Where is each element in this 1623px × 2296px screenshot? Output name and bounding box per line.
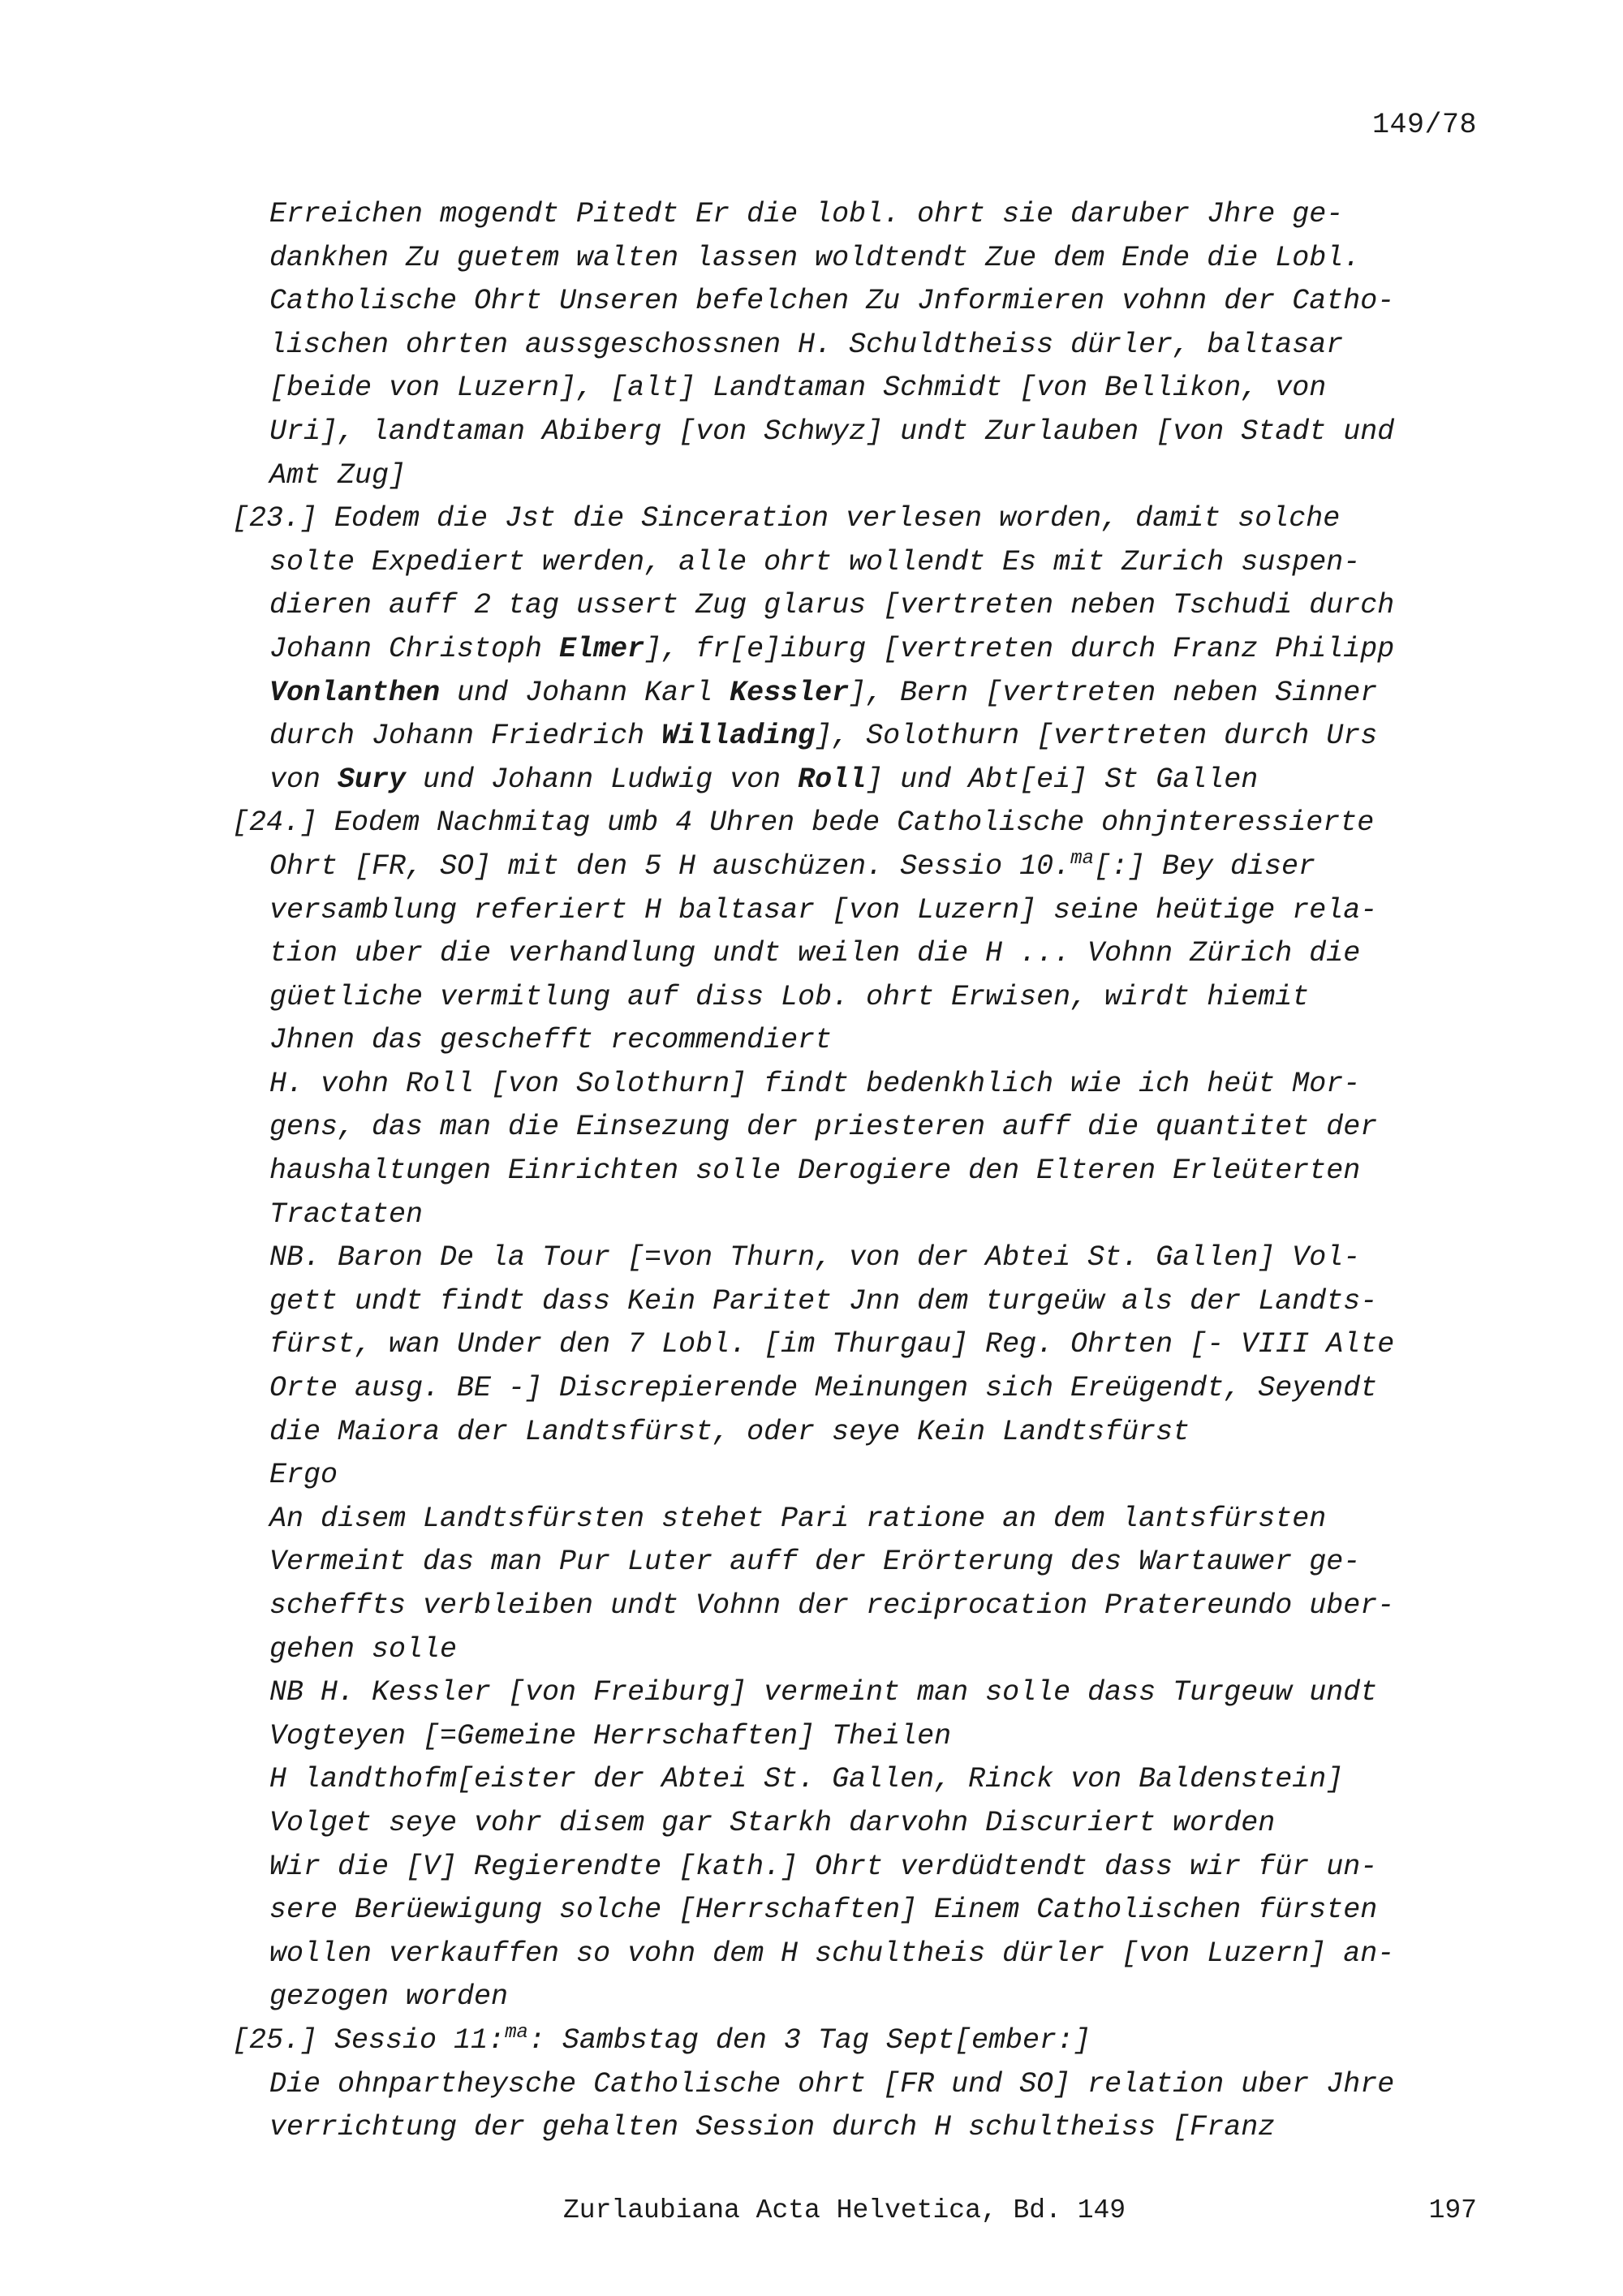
text-line [232,1889,1498,1933]
text-segment: Erreichen mogendt Pitedt Er die lobl. ohrt sie daruber Jhre ge- [269,198,1344,230]
text-line [232,237,1498,281]
text-segment: gezogen worden [269,1980,509,2014]
text-line [232,1715,1498,1759]
text-segment: die Maiora der Landtsfürst, oder seye Kein Landtsfürst [269,1415,1190,1448]
text-segment: und Johann Karl [440,676,730,709]
footer-title: Zurlaubiana Acta Helvetica, Bd. 149 [563,2195,1126,2225]
text-line [232,1846,1498,1890]
text-segment: Die ohnpartheysche Catholische ohrt [FR und SO] relation uber Jhre [269,2067,1395,2100]
text-segment: [:] Bey diser [1093,849,1316,883]
text-line [232,1802,1498,1846]
text-line [232,411,1498,454]
text-segment: H landthofm[eister der Abtei St. Gallen, Rinck von Baldenstein] [269,1763,1344,1796]
text-segment: Catholische Ohrt Unseren befelchen Zu Jnformieren vohnn der Catho- [269,285,1395,318]
text-line [232,1280,1498,1324]
bold-name: Roll [798,763,867,796]
text-segment: ], fr[e]iburg [vertreten durch Franz Philipp [644,632,1395,665]
text-segment: dankhen Zu guetem walten lassen woldtendt Zue dem Ende die Lobl. [269,241,1361,274]
text-line [232,802,1498,845]
text-line [232,1671,1498,1715]
text-line [232,2106,1498,2150]
text-segment: sere Berüewigung solche [Herrschaften] Einem Catholischen fürsten [269,1894,1378,1927]
text-segment: [25.] Sessio 11: [232,2023,506,2057]
text-segment: ], Bern [vertreten neben Sinner [849,676,1378,709]
text-segment: von [269,763,338,796]
text-segment: Amt Zug] [269,458,407,492]
text-segment: Jhnen das geschefft recommendiert [269,1024,833,1057]
superscript: ma [1070,847,1094,870]
text-line [232,1411,1498,1455]
text-segment: güetliche vermitlung auf diss Lob. ohrt Erwisen, wirdt hiemit [269,980,1310,1013]
text-segment: ] und Abt[ei] St Gallen [866,763,1259,796]
text-line [232,889,1498,933]
text-segment: : Sambstag den 3 Tag Sept[ember:] [527,2023,1091,2057]
bold-name: Vonlanthen [269,676,441,709]
text-line [232,541,1498,585]
text-line [232,1106,1498,1150]
text-line [232,2019,1498,2063]
text-line [232,1193,1498,1237]
text-segment: Wir die [V] Regierendte [kath.] Ohrt verdüdtendt dass wir für un- [269,1850,1378,1883]
text-line [232,759,1498,802]
text-line [232,672,1498,716]
text-segment: wollen verkauffen so vohn dem H schultheis dürler [von Luzern] an- [269,1937,1395,1970]
text-segment: Vogteyen [=Gemeine Herrschaften] Theilen [269,1719,952,1752]
text-segment: [24.] Eodem Nachmitag umb 4 Uhren bede Catholische ohnjnteressierte [232,806,1375,840]
bold-name: Sury [338,763,407,796]
text-line [232,367,1498,411]
text-segment: Tractaten [269,1197,424,1231]
text-line [232,1628,1498,1672]
text-segment: Johann Christoph [269,632,560,665]
text-segment: verrichtung der gehalten Session durch H schultheiss [Franz [269,2111,1276,2144]
text-line [232,1976,1498,2019]
text-line [232,324,1498,368]
text-line [232,1933,1498,1976]
text-line [232,193,1498,237]
text-segment: versamblung referiert H baltasar [von Luzern] seine heütige rela- [269,893,1378,927]
text-line [232,1541,1498,1584]
text-segment: NB H. Kessler [von Freiburg] vermeint man solle dass Turgeuw undt [269,1676,1378,1709]
text-segment: scheffts verbleiben undt Vohnn der reciprocation Pratereundo uber- [269,1589,1395,1622]
text-segment: Ohrt [FR, SO] mit den 5 H auschüzen. Sessio 10. [269,849,1071,883]
text-segment: gens, das man die Einsezung der priesteren auff die quantitet der [269,1111,1378,1144]
text-segment: tion uber die verhandlung undt weilen die H ... Vohnn Zürich die [269,937,1361,970]
text-segment: Uri], landtaman Abiberg [von Schwyz] undt Zurlauben [von Stadt und [269,415,1395,448]
text-segment: gett undt findt dass Kein Paritet Jnn dem turgeüw als der Landts- [269,1284,1378,1318]
text-segment: und Johann Ludwig von [406,763,799,796]
text-segment: Volget seye vohr disem gar Starkh darvohn Discuriert worden [269,1806,1276,1839]
text-line [232,1367,1498,1411]
page-number: 149/78 [1371,109,1477,141]
text-line [232,2063,1498,2107]
text-line [232,715,1498,759]
text-segment: solte Expediert werden, alle ohrt wollendt Es mit Zurich suspen- [269,545,1361,578]
text-line [232,1584,1498,1628]
text-segment: An disem Landtsfürsten stehet Pari ratione an dem lantsfürsten [269,1502,1327,1535]
text-line [232,497,1498,541]
body-text [232,193,1498,2150]
text-segment: durch Johann Friedrich [269,720,662,753]
text-line [232,584,1498,628]
text-line [232,1454,1498,1498]
text-line [232,1498,1498,1541]
text-segment: Orte ausg. BE -] Discrepierende Meinungen sich Ereügendt, Seyendt [269,1372,1378,1405]
text-line [232,976,1498,1020]
text-line [232,845,1498,889]
text-segment: Ergo [269,1459,338,1492]
text-segment: NB. Baron De la Tour [=von Thurn, von der Abtei St. Gallen] Vol- [269,1241,1361,1275]
text-line [232,1019,1498,1063]
text-segment: [beide von Luzern], [alt] Landtaman Schmidt [von Bellikon, von [269,372,1327,405]
text-line [232,628,1498,672]
text-segment: Vermeint das man Pur Luter auff der Erörterung des Wartauwer ge- [269,1546,1361,1579]
footer-page-number: 197 [1428,2195,1477,2225]
text-segment: H. vohn Roll [von Solothurn] findt bedenkhlich wie ich heüt Mor- [269,1067,1361,1100]
superscript: ma [505,2021,528,2044]
text-line [232,932,1498,976]
text-line [232,1063,1498,1107]
text-segment: [23.] Eodem die Jst die Sinceration verlesen worden, damit solche [232,502,1341,535]
text-line [232,1758,1498,1802]
text-segment: fürst, wan Under den 7 Lobl. [im Thurgau] Reg. Ohrten [- VIII Alte [269,1328,1395,1361]
text-segment: gehen solle [269,1632,458,1666]
text-segment: ], Solothurn [vertreten durch Urs [815,720,1378,753]
text-line [232,454,1498,498]
text-line [232,1236,1498,1280]
bold-name: Kessler [730,676,850,709]
text-line [232,1323,1498,1367]
text-line [232,280,1498,324]
bold-name: Willading [661,720,816,753]
text-segment: dieren auff 2 tag ussert Zug glarus [vertreten neben Tschudi durch [269,589,1395,622]
text-segment: lischen ohrten aussgeschossnen H. Schuldtheiss dürler, baltasar [269,328,1344,361]
text-segment: haushaltungen Einrichten solle Derogiere den Elteren Erleüterten [269,1154,1361,1188]
bold-name: Elmer [559,632,645,665]
text-line [232,1150,1498,1193]
